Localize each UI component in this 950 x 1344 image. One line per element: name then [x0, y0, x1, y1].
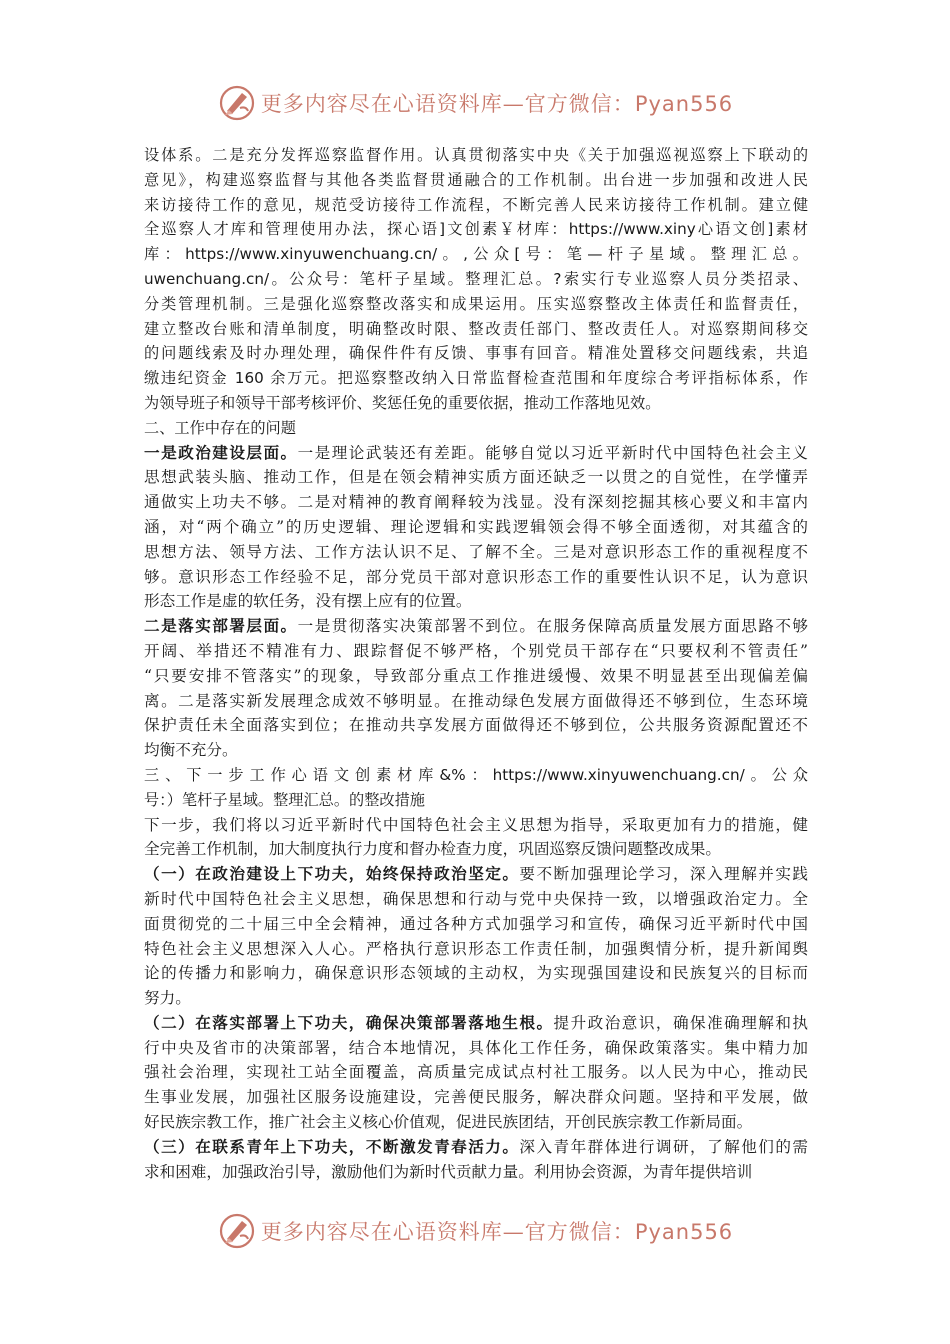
- paragraph-lead: （一）在政治建设上下功夫，始终保持政治坚定。: [144, 864, 520, 884]
- text-line: [144, 1011, 808, 1036]
- text-line: [144, 193, 808, 218]
- line-text: 号：）笔杆子星域。整理汇总。的整改措施: [144, 790, 425, 809]
- line-text: 全完善工作机制，加大制度执行力度和督办检查力度，巩固巡察反馈问题整改成果。: [144, 840, 721, 859]
- text-line: [144, 391, 808, 416]
- footer-watermark-banner: [0, 1208, 950, 1254]
- text-line: [144, 639, 808, 664]
- line-text: 库：https://www.xinyuwenchuang.cn/。,公众[号：笔—杆子星域。整理汇总。: [144, 245, 808, 264]
- paragraph-lead: 一是政治建设层面。: [144, 442, 298, 462]
- paragraph: [144, 1135, 808, 1185]
- text-line: [144, 490, 808, 515]
- wechat-id: Pyan556: [634, 1220, 734, 1244]
- line-text: 思想方法、领导方法、工作方法认识不足、了解不全。三是对意识形态工作的重视程度不: [144, 542, 808, 561]
- text-line: [144, 986, 808, 1011]
- text-line: [144, 1036, 808, 1061]
- line-text: 全巡察人才库和管理使用办法，探心语]文创素￥材库：https://www.xiny心语文创]素材: [144, 220, 808, 239]
- banner-text: [261, 88, 733, 118]
- banner-slogan: 更多内容尽在心语资料库—官方微信：: [260, 1220, 635, 1244]
- text-line: [144, 441, 808, 466]
- line-text: 设体系。二是充分发挥巡察监督作用。认真贯彻落实中央《关于加强巡视巡察上下联动的: [144, 146, 808, 164]
- line-text: 深入青年群体进行调研，了解他们的需: [519, 1137, 808, 1156]
- text-line: [144, 1135, 808, 1160]
- text-line: [144, 515, 808, 540]
- banner-text: [261, 1216, 733, 1246]
- line-text: 保护责任未全面落实到位；在推动共享发展方面做得还不够到位，公共服务资源配置还不: [144, 716, 808, 735]
- text-line: [144, 589, 808, 614]
- paragraph-lead: （三）在联系青年上下功夫，不断激发青春活力。: [144, 1136, 520, 1156]
- text-line: [144, 937, 808, 962]
- brush-pen-logo-icon: [217, 1211, 257, 1251]
- line-text: 三、下一步工作心语文创素材库&%：https://www.xinyuwenchuang.cn/。公众: [144, 765, 808, 784]
- line-text: 的问题线索及时办理处理，确保件件有反馈、事事有回音。精准处置移交问题线索，共追: [144, 344, 808, 363]
- line-text: 缴违纪资金 160 余万元。把巡察整改纳入日常监督检查范围和年度综合考评指标体系，作: [144, 369, 808, 388]
- text-line: [144, 366, 808, 391]
- line-text: 为领导班子和领导干部考核评价、奖惩任免的重要依据，推动工作落地见效。: [144, 393, 661, 412]
- line-text: 求和困难，加强政治引导，激励他们为新时代贡献力量。利用协会资源，为青年提供培训: [144, 1162, 753, 1181]
- text-line: [144, 1160, 808, 1185]
- line-text: 面贯彻党的二十届三中全会精神，通过各种方式加强学习和宣传，确保习近平新时代中国: [144, 914, 808, 933]
- line-text: 开阔、举措还不精准有力、跟踪督促不够严格，个别党员干部存在“只要权利不管责任”: [144, 641, 808, 660]
- text-line: [144, 1060, 808, 1085]
- text-line: [144, 689, 808, 714]
- paragraph: [144, 614, 808, 763]
- text-line: [144, 217, 808, 242]
- text-line: [144, 713, 808, 738]
- text-line: [144, 813, 808, 838]
- line-text: 提升政治意识，确保准确理解和执: [553, 1013, 808, 1032]
- text-line: [144, 1085, 808, 1110]
- line-text: 论的传播力和影响力，确保意识形态领域的主动权，为实现强国建设和民族复兴的目标而: [144, 964, 808, 983]
- text-line: [144, 738, 808, 763]
- text-line: [144, 837, 808, 862]
- text-line: [144, 961, 808, 986]
- line-text: 涵，对“两个确立”的历史逻辑、理论逻辑和实践逻辑领会得不够全面透彻，对其蕴含的: [144, 517, 808, 536]
- line-text: 思想武装头脑、推动工作，但是在领会精神实质方面还缺乏一以贯之的自觉性，在学懂弄: [144, 468, 808, 487]
- line-text: 意见》，构建巡察监督与其他各类监督贯通融合的工作机制。出台进一步加强和改进人民: [144, 170, 808, 189]
- line-text: 特色社会主义思想深入人心。严格执行意识形态工作责任制，加强舆情分析，提升新闻舆: [144, 939, 808, 958]
- text-line: [144, 465, 808, 490]
- brush-pen-logo-icon: [217, 83, 257, 123]
- text-line: [144, 267, 808, 292]
- text-line: [144, 664, 808, 689]
- paragraph: [144, 416, 808, 441]
- text-line: [144, 887, 808, 912]
- text-line: [144, 763, 808, 788]
- document-body: [144, 143, 808, 1184]
- line-text: uwenchuang.cn/。公众号：笔杆子星域。整理汇总。?索实行专业巡察人员分类招录、: [144, 269, 808, 288]
- line-text: 建立整改台账和清单制度，明确整改时限、整改责任部门、整改责任人。对巡察期间移交: [144, 319, 808, 338]
- paragraph-lead: （二）在落实部署上下功夫，确保决策部署落地生根。: [144, 1012, 554, 1032]
- line-text: 行中央及省市的决策部署，结合本地情况，具体化工作任务，确保政策落实。集中精力加: [144, 1038, 808, 1057]
- line-text: 好民族宗教工作，推广社会主义核心价值观，促进民族团结，开创民族宗教工作新局面。: [144, 1113, 753, 1132]
- paragraph-lead: 二是落实部署层面。: [144, 616, 298, 636]
- line-text: 一是贯彻落实决策部署不到位。在服务保障高质量发展方面思路不够: [297, 617, 808, 636]
- paragraph: [144, 143, 808, 416]
- wechat-id: Pyan556: [634, 92, 734, 116]
- line-text: 形态工作是虚的软任务，没有摆上应有的位置。: [144, 592, 472, 611]
- paragraph: [144, 862, 808, 1011]
- text-line: [144, 242, 808, 267]
- line-text: 强社会治理，实现社工站全面覆盖，高质量完成试点村社工服务。以人民为中心，推动民: [144, 1063, 808, 1082]
- line-text: 均衡不充分。: [144, 741, 238, 760]
- line-text: 来访接待工作的意见，规范受访接待工作流程，不断完善人民来访接待工作机制。建立健: [144, 195, 808, 214]
- line-text: 通做实上功夫不够。二是对精神的教育阐释较为浅显。没有深刻挖掘其核心要义和丰富内: [144, 493, 808, 512]
- paragraph: [144, 763, 808, 813]
- banner-slogan: 更多内容尽在心语资料库—官方微信：: [260, 92, 635, 116]
- text-line: [144, 416, 808, 441]
- line-text: 够。意识形态工作经验不足，部分党员干部对意识形态工作的重要性认识不足，认为意识: [144, 567, 808, 586]
- text-line: [144, 862, 808, 887]
- paragraph: [144, 813, 808, 863]
- line-text: 二、工作中存在的问题: [144, 418, 296, 437]
- line-text: 要不断加强理论学习，深入理解并实践: [519, 865, 808, 884]
- line-text: 一是理论武装还有差距。能够自觉以习近平新时代中国特色社会主义: [297, 443, 808, 462]
- text-line: [144, 912, 808, 937]
- text-line: [144, 614, 808, 639]
- paragraph: [144, 1011, 808, 1135]
- text-line: [144, 565, 808, 590]
- line-text: “只要安排不管落实”的现象，导致部分重点工作推进缓慢、效果不明显甚至出现偏差偏: [144, 666, 808, 685]
- text-line: [144, 788, 808, 813]
- line-text: 下一步，我们将以习近平新时代中国特色社会主义思想为指导，采取更加有力的措施，健: [144, 815, 808, 834]
- text-line: [144, 168, 808, 193]
- text-line: [144, 1110, 808, 1135]
- text-line: [144, 292, 808, 317]
- line-text: 分类管理机制。三是强化巡察整改落实和成果运用。压实巡察整改主体责任和监督责任，: [144, 294, 808, 313]
- text-line: [144, 341, 808, 366]
- line-text: 生事业发展，加强社区服务设施建设，完善便民服务，解决群众问题。坚持和平发展，做: [144, 1088, 808, 1107]
- line-text: 新时代中国特色社会主义思想，确保思想和行动与党中央保持一致，以增强政治定力。全: [144, 889, 808, 908]
- text-line: [144, 540, 808, 565]
- line-text: 努力。: [144, 989, 191, 1008]
- header-watermark-banner: [0, 80, 950, 126]
- text-line: [144, 143, 808, 168]
- line-text: 离。二是落实新发展理念成效不够明显。在推动绿色发展方面做得还不够到位，生态环境: [144, 691, 808, 710]
- text-line: [144, 317, 808, 342]
- paragraph: [144, 441, 808, 615]
